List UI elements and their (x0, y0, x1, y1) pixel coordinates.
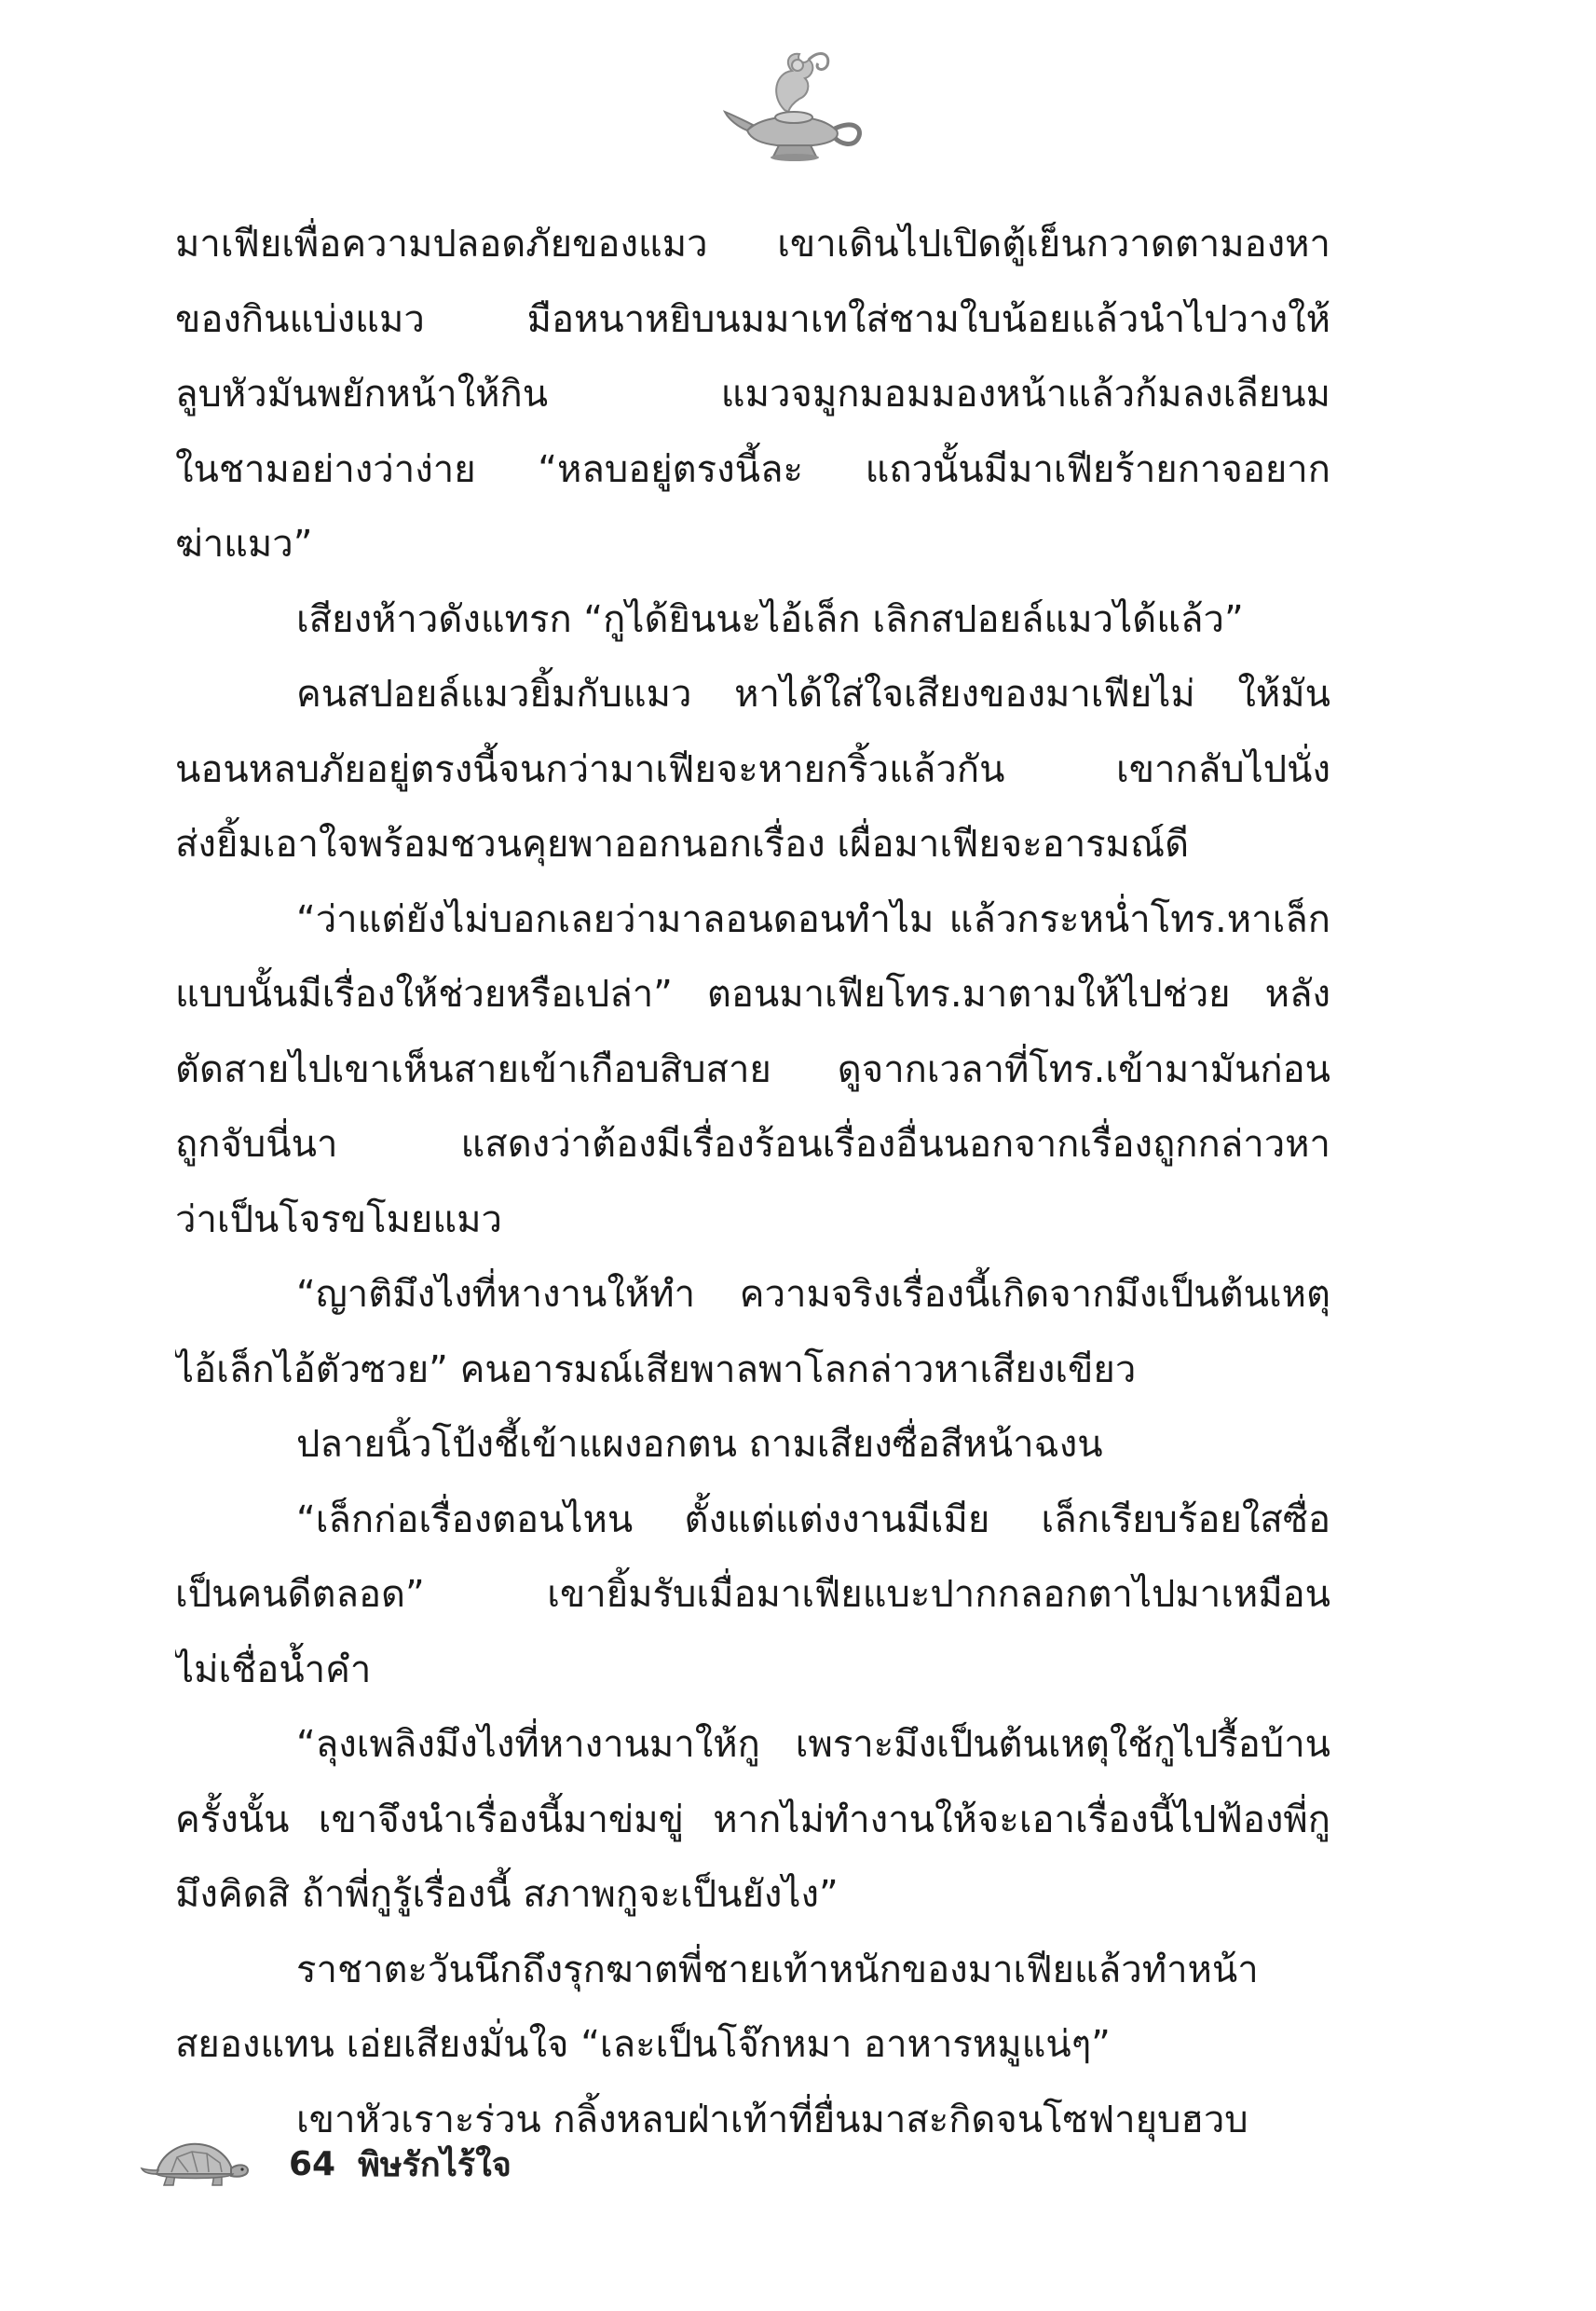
text-line: ส่งยิ้มเอาใจพร้อมชวนคุยพาออกนอกเรื่อง เผื่อมาเฟียจะอารมณ์ดี (175, 823, 1190, 866)
book-title: พิษรักไร้ใจ (358, 2145, 512, 2184)
text-line: ครั้งนั้น เขาจึงนำเรื่องนี้มาข่มขู่ หากไม่ทำงานให้จะเอาเรื่องนี้ไปฟ้องพี่กู (175, 1798, 1330, 1841)
body-text (175, 207, 1330, 2157)
text-line: ฆ่าแมว” (175, 523, 313, 566)
turtle-icon (140, 2131, 252, 2196)
text-line: “ว่าแต่ยังไม่บอกเลยว่ามาลอนดอนทำไม แล้วกระหน่ำโทร.หาเล็ก (296, 897, 1330, 941)
text-line: เป็นคนดีตลอด” เขายิ้มรับเมื่อมาเฟียแบะปากกลอกตาไปมาเหมือน (175, 1573, 1330, 1616)
text-line: คนสปอยล์แมวยิ้มกับแมว หาได้ใส่ใจเสียงของมาเฟียไม่ ให้มัน (296, 673, 1330, 716)
text-line: ไม่เชื่อน้ำคำ (175, 1648, 372, 1691)
text-line: ตัดสายไปเขาเห็นสายเข้าเกือบสิบสาย ดูจากเวลาที่โทร.เข้ามามันก่อน (175, 1047, 1330, 1091)
page-number: 64 (289, 2144, 336, 2183)
text-line: ลูบหัวมันพยักหน้าให้กิน แมวจมูกมอมมองหน้าแล้วก้มลงเลียนม (175, 373, 1330, 416)
text-line: “ญาติมึงไงที่หางานให้ทำ ความจริงเรื่องนี้เกิดจากมึงเป็นต้นเหตุ (296, 1273, 1330, 1316)
text-line: ว่าเป็นโจรขโมยแมว (175, 1197, 502, 1241)
text-line: มึงคิดสิ ถ้าพี่กูรู้เรื่องนี้ สภาพกูจะเป็นยังไง” (175, 1873, 839, 1916)
magic-lamp-genie-icon (719, 45, 878, 166)
text-line: ในชามอย่างว่าง่าย “หลบอยู่ตรงนี้ละ แถวนั้นมีมาเฟียร้ายกาจอยาก (175, 447, 1330, 491)
text-line: เสียงห้าวดังแทรก “กูได้ยินนะไอ้เล็ก เลิกสปอยล์แมวได้แล้ว” (296, 597, 1244, 641)
text-line: “เล็กก่อเรื่องตอนไหน ตั้งแต่แต่งงานมีเมีย เล็กเรียบร้อยใสซื่อ (296, 1497, 1330, 1541)
text-line: เขาหัวเราะร่วน กลิ้งหลบฝ่าเท้าที่ยื่นมาสะกิดจนโซฟายุบฮวบ (296, 2098, 1248, 2141)
text-line: นอนหลบภัยอยู่ตรงนี้จนกว่ามาเฟียจะหายกริ้วแล้วกัน เขากลับไปนั่ง (175, 747, 1330, 791)
header-ornament (0, 45, 1596, 166)
text-line: ปลายนิ้วโป้งชี้เข้าแผงอกตน ถามเสียงซื่อสีหน้าฉงน (296, 1423, 1103, 1466)
text-line: ราชาตะวันนึกถึงรุกฆาตพี่ชายเท้าหนักของมาเฟียแล้วทำหน้า (296, 1948, 1259, 1991)
text-line: ไอ้เล็กไอ้ตัวซวย” คนอารมณ์เสียพาลพาโลกล่าวหาเสียงเขียว (175, 1347, 1137, 1391)
text-line: ถูกจับนี่นา แสดงว่าต้องมีเรื่องร้อนเรื่องอื่นนอกจากเรื่องถูกกล่าวหา (175, 1123, 1330, 1166)
text-line: “ลุงเพลิงมึงไงที่หางานมาให้กู เพราะมึงเป็นต้นเหตุใช้กูไปรื้อบ้าน (296, 1723, 1330, 1766)
text-line: แบบนั้นมีเรื่องให้ช่วยหรือเปล่า” ตอนมาเฟียโทร.มาตามให้ไปช่วย หลัง (175, 973, 1330, 1016)
text-line: สยองแทน เอ่ยเสียงมั่นใจ “เละเป็นโจ๊กหมา อาหารหมูแน่ๆ” (175, 2023, 1111, 2066)
text-line: ของกินแบ่งแมว มือหนาหยิบนมมาเทใส่ชามใบน้อยแล้วนำไปวางให้ (175, 297, 1330, 341)
text-line: มาเฟียเพื่อความปลอดภัยของแมว เขาเดินไปเปิดตู้เย็นกวาดตามองหา (175, 223, 1330, 266)
page-footer (140, 2126, 512, 2201)
